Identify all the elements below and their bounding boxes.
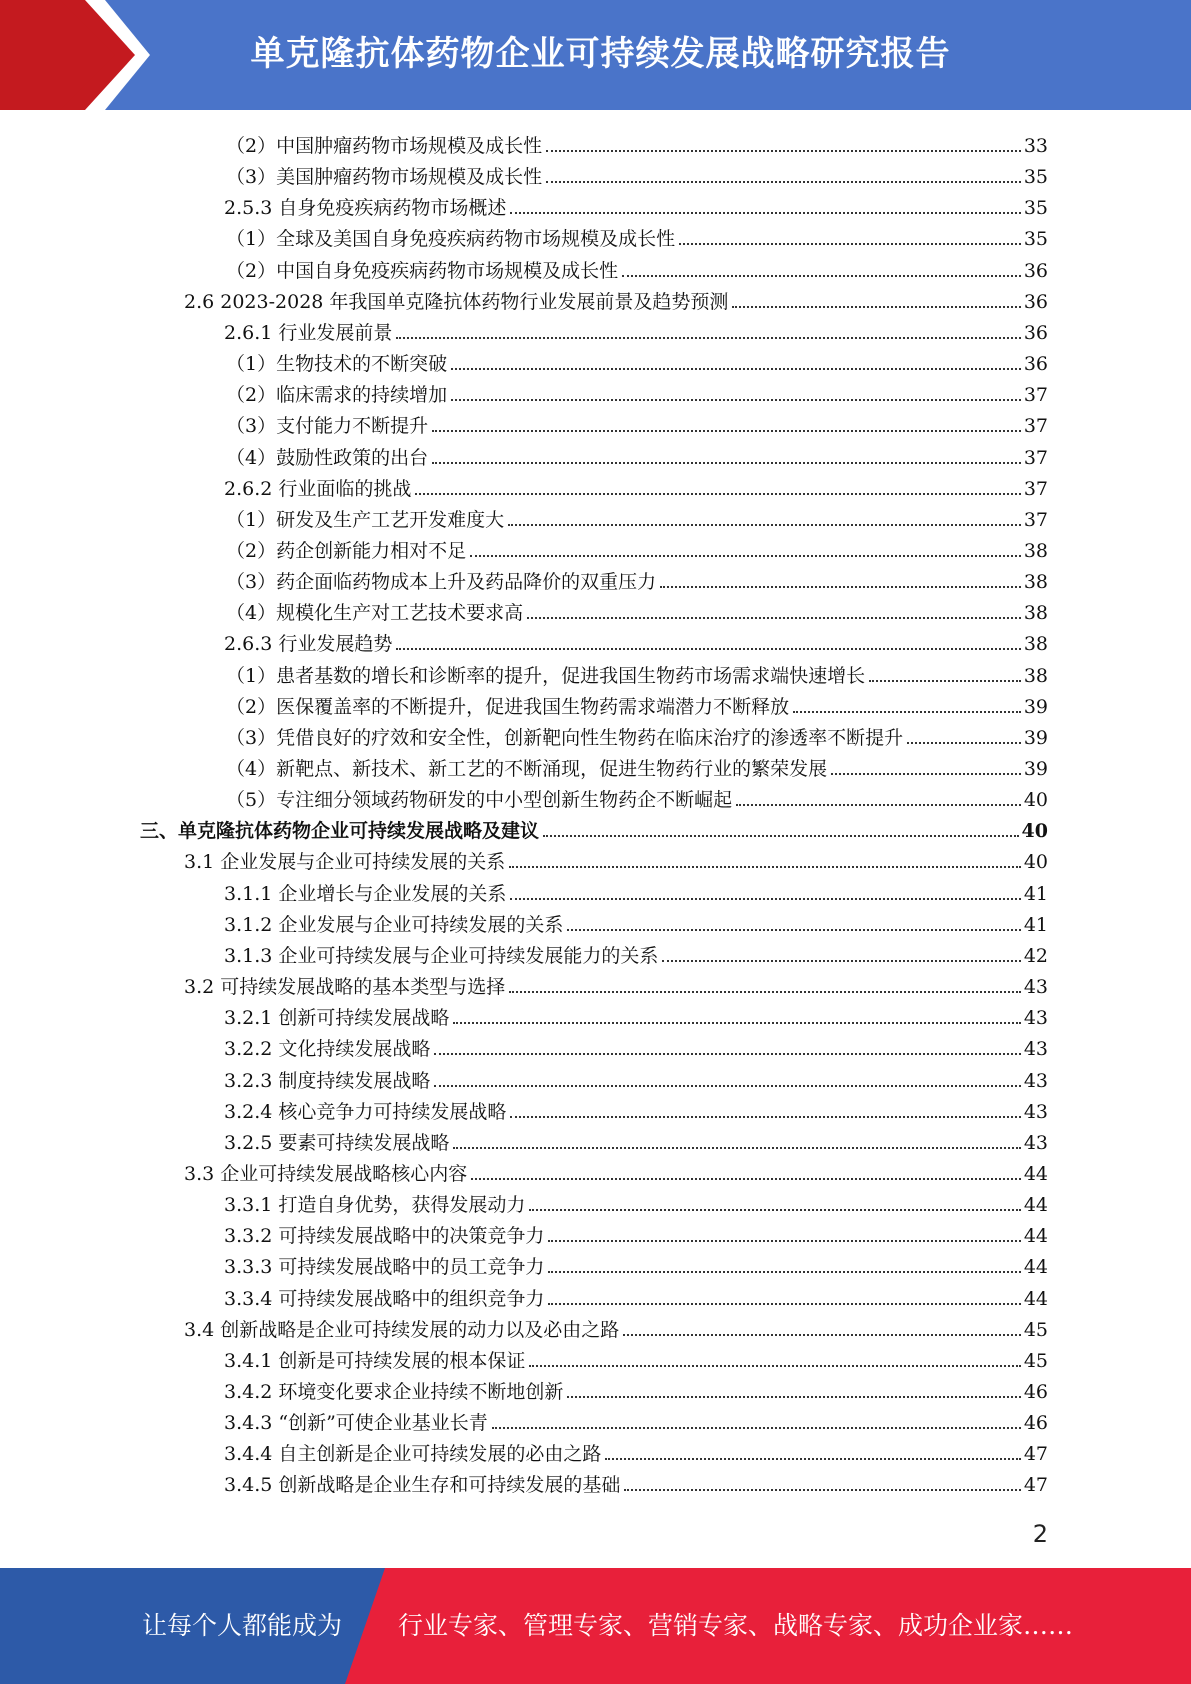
toc-entry-page: 39 — [1023, 726, 1048, 749]
toc-entry-title: 2.6.3 行业发展趋势 — [224, 633, 393, 656]
toc-entry[interactable] — [224, 1342, 1048, 1373]
toc-entry-page: 46 — [1023, 1412, 1048, 1435]
toc-dot-leader — [509, 866, 1021, 868]
toc-dot-leader — [415, 493, 1020, 495]
toc-dot-leader — [869, 680, 1021, 682]
toc-entry-page: 43 — [1023, 1038, 1048, 1061]
page-number: 2 — [1032, 1520, 1048, 1548]
toc-dot-leader — [509, 991, 1021, 993]
toc-entry-title: （4）鼓励性政策的出台 — [226, 446, 429, 469]
toc-entry-title: 3.3 企业可持续发展战略核心内容 — [184, 1162, 468, 1185]
footer-slogan-right: 行业专家、管理专家、营销专家、战略专家、成功企业家…… — [398, 1611, 1074, 1640]
toc-entry[interactable] — [224, 937, 1048, 968]
toc-dot-leader — [432, 462, 1021, 464]
toc-dot-leader — [529, 1365, 1020, 1367]
toc-entry-page: 36 — [1023, 290, 1048, 313]
toc-entry-page: 41 — [1023, 882, 1048, 905]
toc-entry-title: 3.1.1 企业增长与企业发展的关系 — [224, 882, 507, 905]
toc-entry[interactable] — [226, 750, 1048, 781]
toc-entry-page: 33 — [1023, 135, 1048, 157]
toc-dot-leader — [548, 1271, 1020, 1273]
toc-entry-page: 44 — [1023, 1194, 1048, 1217]
toc-entry-title: （2）临床需求的持续增加 — [226, 384, 448, 407]
toc-entry-title: （2）医保覆盖率的不断提升，促进我国生物药需求端潜力不断释放 — [226, 695, 790, 718]
toc-dot-leader — [624, 1489, 1020, 1491]
toc-entry[interactable] — [224, 1373, 1048, 1404]
toc-entry-page: 45 — [1023, 1318, 1048, 1341]
toc-dot-leader — [432, 430, 1021, 432]
toc-entry-title: （1）全球及美国自身免疫疾病药物市场规模及成长性 — [226, 228, 676, 251]
toc-dot-leader — [529, 1209, 1020, 1211]
toc-entry[interactable] — [224, 470, 1048, 501]
toc-dot-leader — [622, 275, 1021, 277]
toc-entry[interactable] — [224, 1186, 1048, 1217]
toc-entry-page: 35 — [1023, 197, 1048, 220]
toc-entry[interactable] — [224, 906, 1048, 937]
toc-entry-title: 3.4.2 环境变化要求企业持续不断地创新 — [224, 1381, 564, 1403]
footer-slogan-left: 让每个人都能成为 — [142, 1611, 343, 1640]
toc-entry[interactable] — [224, 1030, 1048, 1061]
toc-entry-title: （4）规模化生产对工艺技术要求高 — [226, 602, 524, 625]
toc-entry[interactable] — [226, 376, 1048, 407]
toc-entry-page: 37 — [1023, 446, 1048, 469]
toc-entry-title: 3.3.3 可持续发展战略中的员工竞争力 — [224, 1256, 545, 1279]
toc-entry-page: 44 — [1023, 1162, 1048, 1185]
toc-entry-page: 43 — [1023, 1100, 1048, 1123]
toc-entry[interactable] — [226, 657, 1048, 688]
toc-entry-page: 44 — [1023, 1287, 1048, 1310]
toc-dot-leader — [543, 835, 1019, 837]
toc-entry[interactable] — [184, 968, 1048, 999]
toc-entry-page: 43 — [1023, 1007, 1048, 1030]
toc-dot-leader — [548, 1240, 1020, 1242]
toc-dot-leader — [471, 1178, 1021, 1180]
toc-dot-leader — [793, 711, 1021, 713]
toc-entry[interactable] — [140, 812, 1048, 843]
toc-dot-leader — [907, 742, 1021, 744]
toc-entry[interactable] — [226, 158, 1048, 189]
toc-entry-title: （2）中国肿瘤药物市场规模及成长性 — [226, 135, 543, 157]
toc-entry[interactable] — [226, 719, 1048, 750]
toc-entry-title: 3.4.3 “创新”可使企业基业长青 — [224, 1412, 488, 1435]
toc-entry[interactable] — [224, 1124, 1048, 1155]
toc-entry[interactable] — [226, 252, 1048, 283]
toc-entry-page: 44 — [1023, 1225, 1048, 1248]
toc-entry-page: 36 — [1023, 321, 1048, 344]
toc-entry-title: （1）研发及生产工艺开发难度大 — [226, 508, 505, 531]
toc-entry[interactable] — [224, 875, 1048, 906]
toc-entry-title: 3.2.2 文化持续发展战略 — [224, 1038, 431, 1061]
page-footer — [0, 1568, 1191, 1684]
toc-dot-leader — [546, 181, 1021, 183]
toc-entry[interactable] — [224, 1093, 1048, 1124]
toc-entry-title: 3.1.2 企业发展与企业可持续发展的关系 — [224, 913, 564, 936]
toc-entry-title: 3.4.5 创新战略是企业生存和可持续发展的基础 — [224, 1474, 621, 1497]
toc-entry-page: 37 — [1023, 384, 1048, 407]
toc-entry-title: 3.2.5 要素可持续发展战略 — [224, 1131, 450, 1154]
toc-entry-title: （3）支付能力不断提升 — [226, 415, 429, 438]
toc-entry-page: 47 — [1023, 1474, 1048, 1497]
toc-entry[interactable] — [184, 1155, 1048, 1186]
toc-entry-page: 39 — [1023, 758, 1048, 780]
toc-dot-leader — [396, 337, 1020, 339]
toc-entry[interactable] — [184, 843, 1048, 874]
toc-entry-title: 2.5.3 自身免疫疾病药物市场概述 — [224, 197, 507, 220]
toc-dot-leader — [434, 1085, 1020, 1087]
report-title: 单克隆抗体药物企业可持续发展战略研究报告 — [250, 34, 951, 74]
toc-entry-page: 35 — [1023, 166, 1048, 189]
toc-entry[interactable] — [224, 1248, 1048, 1279]
toc-entry[interactable] — [226, 594, 1048, 625]
toc-entry-title: 3.3.4 可持续发展战略中的组织竞争力 — [224, 1287, 545, 1310]
toc-dot-leader — [453, 1022, 1020, 1024]
toc-dot-leader — [470, 555, 1021, 557]
toc-entry-page: 40 — [1023, 789, 1048, 812]
toc-entry-title: 3.2 可持续发展战略的基本类型与选择 — [184, 976, 506, 999]
toc-entry[interactable] — [224, 999, 1048, 1030]
toc-entry[interactable] — [224, 1435, 1048, 1466]
toc-entry-title: 3.2.4 核心竞争力可持续发展战略 — [224, 1100, 507, 1123]
toc-entry-title: （5）专注细分领域药物研发的中小型创新生物药企不断崛起 — [226, 789, 733, 812]
toc-entry-title: （3）美国肿瘤药物市场规模及成长性 — [226, 166, 543, 189]
toc-entry-page: 43 — [1023, 1131, 1048, 1154]
toc-entry-page: 35 — [1023, 228, 1048, 251]
toc-entry[interactable] — [226, 345, 1048, 376]
toc-entry[interactable] — [226, 688, 1048, 719]
toc-dot-leader — [434, 1053, 1020, 1055]
toc-dot-leader — [453, 1147, 1020, 1149]
toc-entry-page: 36 — [1023, 353, 1048, 376]
toc-entry[interactable] — [184, 1311, 1048, 1342]
toc-dot-leader — [831, 773, 1021, 775]
toc-entry[interactable] — [226, 127, 1048, 158]
toc-entry[interactable] — [226, 407, 1048, 438]
toc-entry-title: 三、单克隆抗体药物企业可持续发展战略及建议 — [140, 820, 540, 843]
toc-dot-leader — [510, 1116, 1020, 1118]
toc-entry-page: 42 — [1023, 944, 1048, 967]
toc-entry-page: 40 — [1021, 820, 1048, 843]
toc-entry-page: 41 — [1023, 913, 1048, 936]
toc-entry-page: 44 — [1023, 1256, 1048, 1279]
toc-dot-leader — [451, 399, 1021, 401]
toc-entry-title: （4）新靶点、新技术、新工艺的不断涌现，促进生物药行业的繁荣发展 — [226, 758, 828, 780]
toc-entry-page: 47 — [1023, 1443, 1048, 1466]
toc-dot-leader — [492, 1427, 1021, 1429]
toc-dot-leader — [508, 524, 1021, 526]
toc-dot-leader — [605, 1458, 1020, 1460]
toc-entry[interactable] — [226, 781, 1048, 812]
toc-entry[interactable] — [224, 1466, 1048, 1497]
toc-entry-title: 3.4.4 自主创新是企业可持续发展的必由之路 — [224, 1443, 602, 1466]
toc-entry-title: 3.4.1 创新是可持续发展的根本保证 — [224, 1349, 526, 1372]
toc-entry-page: 38 — [1023, 602, 1048, 625]
toc-dot-leader — [451, 368, 1021, 370]
page-header — [0, 0, 1191, 110]
toc-entry-title: 3.2.1 创新可持续发展战略 — [224, 1007, 450, 1030]
toc-entry-title: （1）生物技术的不断突破 — [226, 353, 448, 376]
toc-dot-leader — [510, 898, 1020, 900]
toc-entry-page: 40 — [1023, 851, 1048, 874]
toc-entry-title: 2.6.1 行业发展前景 — [224, 321, 393, 344]
toc-dot-leader — [510, 212, 1020, 214]
toc-entry-page: 43 — [1023, 976, 1048, 999]
toc-entry-page: 39 — [1023, 695, 1048, 718]
toc-entry-title: （3）药企面临药物成本上升及药品降价的双重压力 — [226, 571, 657, 594]
toc-entry[interactable] — [224, 1217, 1048, 1248]
toc-entry[interactable] — [226, 563, 1048, 594]
toc-entry-page: 43 — [1023, 1069, 1048, 1092]
toc-dot-leader — [396, 648, 1020, 650]
toc-entry-page: 38 — [1023, 664, 1048, 687]
toc-dot-leader — [679, 243, 1021, 245]
toc-entry-title: 3.4 创新战略是企业可持续发展的动力以及必由之路 — [184, 1318, 620, 1341]
toc-entry-page: 36 — [1023, 259, 1048, 282]
toc-entry-page: 46 — [1023, 1381, 1048, 1403]
toc-dot-leader — [567, 1396, 1020, 1398]
toc-entry[interactable] — [184, 283, 1048, 314]
toc-entry-title: 3.1 企业发展与企业可持续发展的关系 — [184, 851, 506, 874]
toc-entry[interactable] — [226, 220, 1048, 251]
toc-entry-title: 2.6 2023-2028 年我国单克隆抗体药物行业发展前景及趋势预测 — [184, 290, 729, 313]
toc-entry[interactable] — [224, 625, 1048, 656]
toc-dot-leader — [732, 306, 1020, 308]
toc-entry-page: 38 — [1023, 633, 1048, 656]
toc-entry-title: 3.3.2 可持续发展战略中的决策竞争力 — [224, 1225, 545, 1248]
toc-dot-leader — [662, 960, 1020, 962]
toc-entry-page: 38 — [1023, 571, 1048, 594]
toc-entry-page: 38 — [1023, 539, 1048, 562]
toc-entry[interactable] — [226, 439, 1048, 470]
toc-entry-title: （1）患者基数的增长和诊断率的提升，促进我国生物药市场需求端快速增长 — [226, 664, 866, 687]
toc-entry[interactable] — [224, 1062, 1048, 1093]
toc-entry-page: 37 — [1023, 477, 1048, 500]
toc-entry[interactable] — [224, 1404, 1048, 1435]
toc-entry-title: 2.6.2 行业面临的挑战 — [224, 477, 412, 500]
toc-entry-title: 3.3.1 打造自身优势，获得发展动力 — [224, 1194, 526, 1217]
toc-entry[interactable] — [224, 1280, 1048, 1311]
toc-dot-leader — [546, 150, 1021, 152]
toc-entry[interactable] — [224, 189, 1048, 220]
toc-dot-leader — [567, 929, 1020, 931]
toc-entry[interactable] — [226, 501, 1048, 532]
toc-entry-page: 45 — [1023, 1349, 1048, 1372]
toc-entry-title: （3）凭借良好的疗效和安全性，创新靶向性生物药在临床治疗的渗透率不断提升 — [226, 726, 904, 749]
toc-entry[interactable] — [224, 314, 1048, 345]
toc-entry-page: 37 — [1023, 415, 1048, 438]
toc-entry[interactable] — [226, 532, 1048, 563]
toc-dot-leader — [660, 586, 1021, 588]
toc-dot-leader — [527, 617, 1021, 619]
toc-entry-title: （2）中国自身免疫疾病药物市场规模及成长性 — [226, 259, 619, 282]
toc-dot-leader — [736, 804, 1021, 806]
toc-dot-leader — [548, 1303, 1020, 1305]
toc-entry-page: 37 — [1023, 508, 1048, 531]
toc-entry-title: 3.1.3 企业可持续发展与企业可持续发展能力的关系 — [224, 944, 659, 967]
toc-dot-leader — [623, 1334, 1021, 1336]
toc-entry-title: 3.2.3 制度持续发展战略 — [224, 1069, 431, 1092]
toc-entry-title: （2）药企创新能力相对不足 — [226, 539, 467, 562]
